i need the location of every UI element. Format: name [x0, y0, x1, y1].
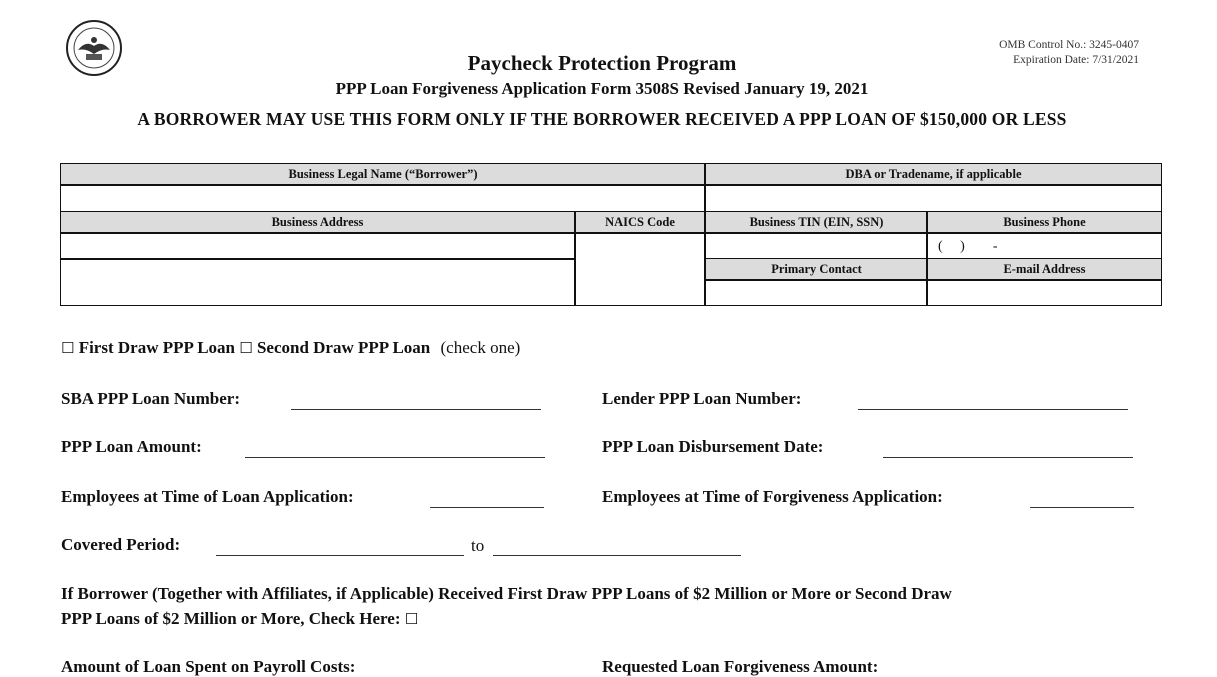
business-legal-name-field[interactable] — [61, 185, 705, 211]
employees-forgiveness-app-field[interactable] — [1030, 507, 1134, 508]
affiliates-line1: If Borrower (Together with Affiliates, if Applicable) Received First Draw PPP Loans of $2 Million or More or Second Draw — [61, 584, 952, 603]
first-draw-checkbox[interactable]: ☐ — [61, 339, 75, 357]
check-one-note: (check one) — [440, 338, 521, 357]
header-naics-code: NAICS Code — [575, 212, 705, 232]
second-draw-checkbox[interactable]: ☐ — [239, 339, 253, 357]
omb-control-number: OMB Control No.: 3245-0407 — [999, 39, 1139, 51]
lender-loan-number-label: Lender PPP Loan Number: — [602, 389, 802, 408]
header-email-address: E-mail Address — [928, 259, 1161, 279]
loan-amount-field[interactable] — [245, 457, 545, 458]
business-address-line1-field[interactable] — [61, 233, 574, 258]
affiliates-line2-row — [61, 609, 418, 629]
covered-period-end-field[interactable] — [493, 555, 741, 556]
program-title: Paycheck Protection Program — [467, 51, 737, 75]
disbursement-date-field[interactable] — [883, 457, 1133, 458]
dba-field[interactable] — [706, 185, 1161, 211]
loan-amount-label: PPP Loan Amount: — [61, 437, 202, 456]
business-address-line2-field[interactable] — [61, 259, 574, 305]
payroll-costs-label: Amount of Loan Spent on Payroll Costs: — [61, 657, 356, 676]
affiliates-checkbox[interactable]: ☐ — [404, 610, 419, 628]
forgiveness-amount-label: Requested Loan Forgiveness Amount: — [602, 657, 879, 676]
phone-placeholder: ( ) - — [938, 239, 998, 254]
header-business-phone: Business Phone — [928, 212, 1161, 232]
disbursement-date-label: PPP Loan Disbursement Date: — [602, 437, 824, 456]
primary-contact-field[interactable] — [706, 280, 927, 305]
second-draw-label: Second Draw PPP Loan — [256, 338, 431, 357]
restriction-notice: A BORROWER MAY USE THIS FORM ONLY IF THE BORROWER RECEIVED A PPP LOAN OF $150,000 OR LESS — [137, 109, 1067, 129]
sba-loan-number-field[interactable] — [291, 409, 541, 410]
lender-loan-number-field[interactable] — [858, 409, 1128, 410]
business-phone-field[interactable] — [928, 233, 1161, 258]
header-business-address: Business Address — [61, 212, 574, 232]
employees-forgiveness-app-label: Employees at Time of Forgiveness Application: — [602, 487, 943, 506]
employees-loan-app-field[interactable] — [430, 507, 544, 508]
header-primary-contact: Primary Contact — [706, 259, 927, 279]
email-address-field[interactable] — [928, 280, 1161, 305]
naics-code-field[interactable] — [575, 233, 705, 305]
sba-loan-number-label: SBA PPP Loan Number: — [61, 389, 240, 408]
expiration-date: Expiration Date: 7/31/2021 — [1013, 54, 1139, 66]
affiliates-line2: PPP Loans of $2 Million or More, Check Here: — [61, 609, 401, 628]
first-draw-label: First Draw PPP Loan — [78, 338, 235, 357]
borrower-info-table — [60, 163, 1162, 306]
covered-period-to: to — [471, 536, 485, 555]
covered-period-start-field[interactable] — [216, 555, 464, 556]
employees-loan-app-label: Employees at Time of Loan Application: — [61, 487, 354, 506]
header-dba: DBA or Tradename, if applicable — [706, 164, 1161, 184]
business-tin-field[interactable] — [706, 233, 927, 258]
covered-period-label: Covered Period: — [61, 535, 181, 554]
header-business-legal-name: Business Legal Name (“Borrower”) — [61, 164, 705, 184]
header-business-tin: Business TIN (EIN, SSN) — [706, 212, 927, 232]
loan-type-row — [61, 338, 520, 358]
form-title: PPP Loan Forgiveness Application Form 3508S Revised January 19, 2021 — [335, 79, 869, 98]
